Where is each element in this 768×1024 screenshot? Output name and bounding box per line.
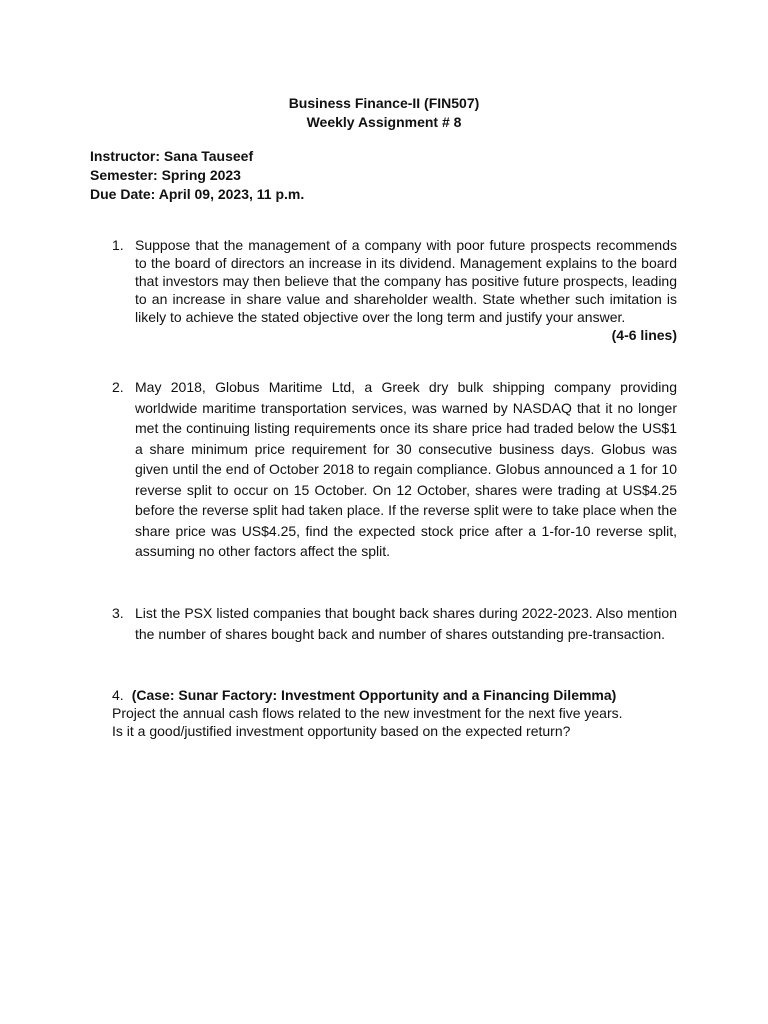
question-number: 4. [112, 687, 124, 703]
document-header [0, 94, 768, 132]
course-title: Business Finance-II (FIN507) [288, 95, 480, 111]
question-text-line-2: Is it a good/justified investment opportunity based on the expected return? [112, 723, 571, 739]
question-number: 1. [112, 237, 124, 253]
question-number: 3. [112, 605, 124, 621]
question-4 [112, 686, 682, 740]
question-number: 2. [112, 379, 124, 395]
question-text-line-1: Project the annual cash flows related to the new investment for the next five years. [112, 705, 623, 721]
assignment-title: Weekly Assignment # 8 [306, 114, 462, 130]
assignment-meta [90, 147, 304, 204]
question-2 [112, 377, 677, 562]
question-3 [112, 603, 677, 644]
question-marks: (4-6 lines) [611, 327, 677, 343]
case-heading [112, 686, 682, 704]
question-text: Suppose that the management of a company with poor future prospects recommends to the board of directors an increase in its dividend. Management explains to the board that investors may then believe that the company has positive future prospects, leading to an increase in share value and shareholder wealth. State whether such imitation is likely to achieve the stated objective over the long term and justify your answer. [135, 237, 677, 325]
semester-line: Semester: Spring 2023 [90, 167, 241, 183]
question-text: List the PSX listed companies that bought back shares during 2022-2023. Also mention the number of shares bought back and number of shares outstanding pre-transaction. [135, 605, 677, 642]
due-date-line: Due Date: April 09, 2023, 11 p.m. [90, 186, 305, 202]
case-title: (Case: Sunar Factory: Investment Opportunity and a Financing Dilemma) [131, 687, 617, 703]
instructor-line: Instructor: Sana Tauseef [90, 148, 254, 164]
question-1 [112, 236, 677, 344]
question-text: May 2018, Globus Maritime Ltd, a Greek dry bulk shipping company providing worldwide maritime transportation services, was warned by NASDAQ that it no longer met the continuing listing requirements once its share price had traded below the US$1 a share minimum price requirement for 30 consecutive business days. Globus was given until the end of October 2018 to regain compliance. Globus announced a 1 for 10 reverse split to occur on 15 October. On 12 October, shares were trading at US$4.25 before the reverse split had taken place. If the reverse split were to take place when the share price was US$4.25, find the expected stock price after a 1-for-10 reverse split, assuming no other factors affect the split. [135, 379, 677, 559]
